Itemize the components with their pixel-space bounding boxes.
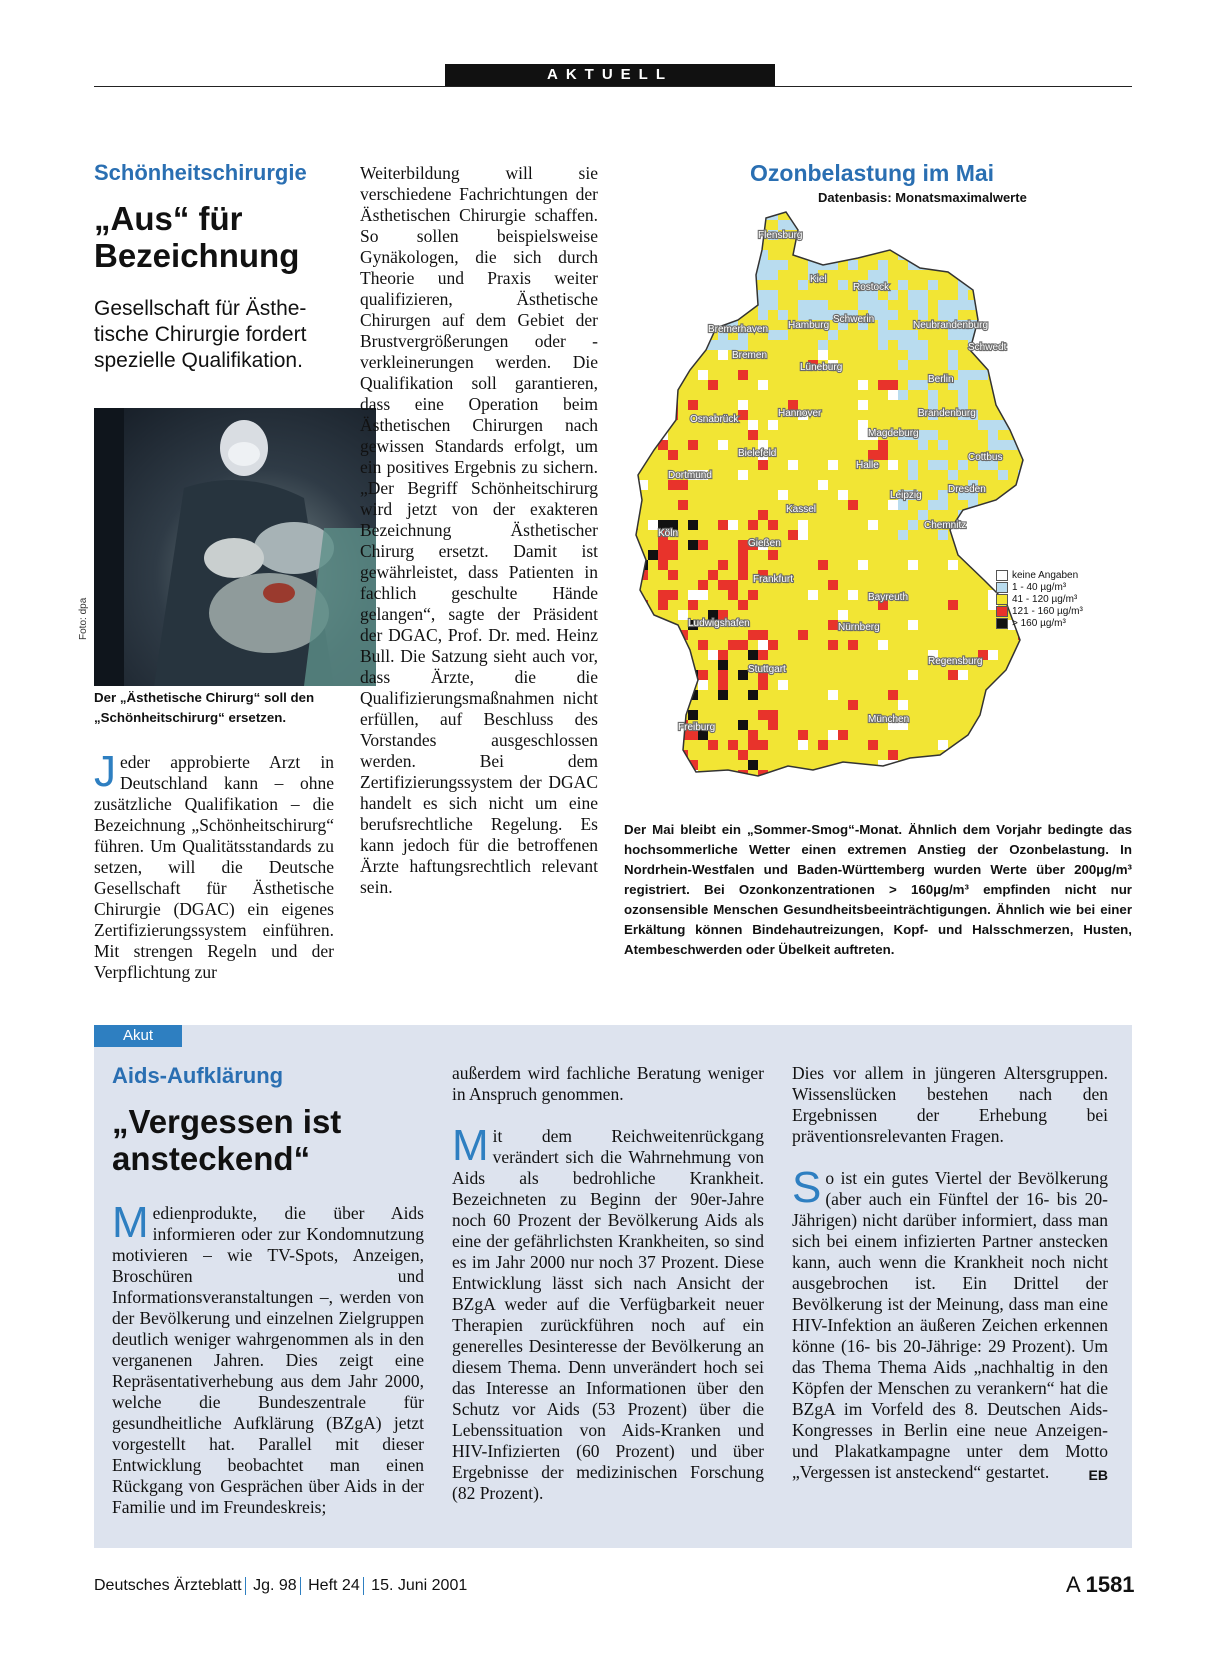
article-headline	[94, 200, 299, 274]
map-city-label: Bremerhaven	[708, 324, 769, 335]
headline-line: Bezeichnung	[94, 237, 300, 274]
box-column-3	[792, 1063, 1108, 1486]
ozone-map	[628, 210, 1118, 800]
headline-line: „Vergessen ist	[112, 1103, 342, 1140]
legend-label: 121 - 160 µg/m³	[1012, 606, 1083, 618]
legend-entry	[996, 570, 1116, 582]
map-city-label: Kassel	[786, 504, 817, 515]
map-city-label: Bielefeld	[738, 448, 777, 459]
map-legend	[996, 570, 1116, 630]
issue-date: 15. Juni 2001	[371, 1577, 468, 1595]
map-title: Ozonbelastung im Mai	[750, 160, 995, 186]
legend-entry	[996, 618, 1116, 630]
map-city-label: Stuttgart	[748, 664, 786, 675]
map-city-label: Magdeburg	[868, 428, 919, 439]
drop-cap: M	[452, 1121, 489, 1170]
box-column-1	[112, 1198, 424, 1518]
legend-swatch	[996, 582, 1008, 593]
photo-caption: Der „Ästhetische Chirurg“ soll den „Schönheitschirurg“ ersetzen.	[94, 690, 315, 725]
map-subtitle: Datenbasis: Monatsmaximalwerte	[818, 190, 1027, 205]
box-body: außerdem wird fachliche Beratung weniger in Anspruch genommen.	[452, 1063, 764, 1104]
map-city-label: Regensburg	[928, 656, 983, 667]
box-tag: Akut	[94, 1025, 182, 1047]
map-city-label: Freiburg	[678, 722, 716, 733]
teaser-line: spezielle Qualifikation.	[94, 349, 303, 372]
teaser-line: tische Chirurgie fordert	[94, 323, 307, 346]
map-caption: Der Mai bleibt ein „Sommer-Smog“-Monat. Ähnlich dem Vorjahr bedingte das hochsommerliche Wetter einen extremen Anstieg der Ozonbelastung. In Nordrhein-Westfalen und Baden-Württemberg wurden Werte über 200µg/m³ registriert. Bei Ozonkonzentrationen > 160µg/m³ empfinden nicht nur ozonsensible Menschen Gesundheitsbeeinträchtigungen. Ähnlich wie bei einer Erkältung können Bindehautreizungen, Kopf- und Halsschmerzen, Husten, Atembeschwerden oder Übelkeit auftreten.	[624, 822, 1132, 957]
map-city-label: Kiel	[810, 274, 827, 285]
map-city-label: Bayreuth	[868, 592, 909, 603]
legend-entry	[996, 594, 1116, 606]
teaser-line: Gesellschaft für Ästhe-	[94, 297, 307, 320]
drop-cap: J	[94, 747, 116, 796]
legend-label: 41 - 120 µg/m³	[1012, 594, 1078, 606]
legend-swatch	[996, 606, 1008, 617]
article-teaser	[94, 296, 306, 374]
map-city-label: Dortmund	[668, 470, 712, 481]
article-kicker: Schönheitschirurgie	[94, 160, 307, 185]
map-city-label: Köln	[658, 528, 679, 539]
map-city-label: Leipzig	[890, 490, 922, 501]
article-body: eder approbierte Arzt in Deutschland kann – ohne zusätzliche Qualifikation – die Bezeichnung „Schönheitschirurg“ führen. Um Qualitätsstandards zu setzen, will die Deutsche Gesellschaft für Ästhetische Chirurgie (DGAC) ein eigenes Zertifizierungssystem einführen. Mit strengen Regeln und der Verpflichtung zur	[94, 752, 334, 982]
map-city-label: Hannover	[778, 408, 822, 419]
box-body: Dies vor allem in jüngeren Altersgruppen. Wissenslücken bestehen nach den Ergebnissen der Erhebung bei präventionsrelevanten Fragen.	[792, 1063, 1108, 1146]
map-city-label: Schwedt	[968, 342, 1007, 353]
legend-swatch	[996, 594, 1008, 605]
legend-label: keine Angaben	[1012, 570, 1079, 582]
legend-label: > 160 µg/m³	[1012, 618, 1066, 630]
map-city-label: Cottbus	[968, 452, 1003, 463]
map-city-label: Dresden	[948, 484, 986, 495]
map-city-label: Schwerin	[833, 314, 875, 325]
map-city-label: Ludwigshafen	[688, 618, 750, 629]
header-rule	[94, 86, 1132, 87]
map-city-label: München	[868, 714, 910, 725]
page-number-value: 1581	[1085, 1572, 1135, 1597]
map-city-label: Halle	[856, 460, 879, 471]
box-kicker: Aids-Aufklärung	[112, 1063, 284, 1088]
map-city-label: Frankfurt	[753, 574, 794, 585]
headline-line: ansteckend“	[112, 1140, 311, 1177]
photo-credit: Foto: dpa	[78, 597, 89, 640]
footer	[94, 1577, 467, 1595]
page-number	[1066, 1572, 1135, 1598]
drop-cap: M	[112, 1198, 149, 1247]
map-city-label: Brandenburg	[918, 408, 976, 419]
map-city-label: Chemnitz	[924, 520, 967, 531]
article-body: Weiterbildung will sie verschiedene Fachrichtungen der Ästhetischen Chirurgie schaffen. So sollen beispielsweise Gynäkologen, die sich durch Theorie und Praxis weiter qualifizieren, Ästhetische Chirurgen auf dem Gebiet der Brustvergrößerungen oder -verkleinerungen werden. Die Qualifikation soll garantieren, dass eine Operation beim Ästhetischen Chirurgen nach gewissen Standards erfolgt, um ein positives Ergebnis zu sichern. „Der Begriff Schönheitschirurg wird jetzt von der exakteren Bezeichnung Ästhetischer Chirurg ersetzt. Damit ist gewährleistet, dass Patienten in fachlich geschulte Hände gelangen“, sagte der Präsident der DGAC, Prof. Dr. med. Heinz Bull. Die Satzung sieht auch vor, dass Ärzte, die die Qualifizierungsmaßnahmen nicht erfüllen, auf Beschluss des Vorstandes ausgeschlossen werden. Bei dem Zertifizierungssystem der DGAC handelt es sich nicht um eine berufsrechtliche Regelung. Es kann jedoch für die betroffenen Ärzte haftungsrechtlich relevant sein.	[360, 163, 598, 897]
map-city-label: Gießen	[748, 538, 781, 549]
author-initials: EB	[1088, 1467, 1108, 1483]
headline-line: „Aus“ für	[94, 200, 243, 237]
legend-label: 1 - 40 µg/m³	[1012, 582, 1067, 594]
box-headline	[112, 1103, 341, 1177]
box-body: it dem Reichweitenrückgang verändert sich die Wahrnehmung von Aids als bedrohliche Krankheit. Bezeichneten zu Beginn der 90er-Jahre noch 60 Prozent der Bevölkerung Aids als eine der gefährlichsten Krankheiten, so sind es im Jahr 2000 nur noch 37 Prozent. Diese Entwicklung lässt sich nach Ansicht der BZgA weder auf die Verfügbarkeit neuer Therapien zurückführen noch auf ein generelles Desinteresse der Bevölkerung an diesem Thema. Denn unverändert hoch sei das Interesse an Informationen über den Schutz vor Aids (53 Prozent) über die Lebenssituation von Aids-Kranken und HIV-Infizierten (60 Prozent) und über Ergebnisse der medizinischen Forschung (82 Prozent).	[452, 1126, 764, 1503]
journal-name: Deutsches Ärzteblatt	[94, 1577, 242, 1595]
map-city-label: Hamburg	[788, 320, 830, 331]
map-city-label: Berlin	[928, 374, 954, 385]
map-city-label: Bremen	[732, 350, 768, 361]
map-city-label: Rostock	[853, 282, 890, 293]
map-city-label: Lüneburg	[800, 362, 843, 373]
map-city-label: Nürnberg	[838, 622, 880, 633]
section-label: AKTUELL	[445, 64, 775, 86]
volume: Jg. 98	[253, 1577, 297, 1595]
legend-swatch	[996, 618, 1008, 629]
box-column-2	[452, 1063, 764, 1504]
drop-cap: S	[792, 1163, 822, 1212]
article-column-1	[94, 747, 334, 983]
map-city-label: Flensburg	[758, 230, 803, 241]
map-city-label: Osnabrück	[690, 414, 739, 425]
legend-entry	[996, 606, 1116, 618]
legend-swatch	[996, 570, 1008, 581]
box-body: edienprodukte, die über Aids informieren oder zur Kondomnutzung motivieren – wie TV-Spots, Anzeigen, Broschüren und Informationsveranstaltungen –, werden von der Bevölkerung und einzelnen Zielgruppen deutlich weniger wahrgenommen als in den verganenen Jahren. Dies zeigt eine Repräsentativerhebung aus dem Jahr 2000, welche die Bundeszentrale für gesundheitliche Aufklärung (BZgA) jetzt vorgestellt hat. Parallel mit dieser Entwicklung beobachtet man einen Rückgang von Gesprächen über Aids in der Familie und im Freundeskreis;	[112, 1203, 424, 1517]
issue: Heft 24	[308, 1577, 360, 1595]
surgeon-photo	[94, 408, 376, 686]
map-city-label: Neubrandenburg	[913, 320, 989, 331]
box-body: o ist ein gutes Viertel der Bevölkerung (aber auch ein Fünftel der 16- bis 20-Jährigen) nicht darüber informiert, dass man sich bei einem infizierten Partner anstecken kann, auch wenn die Krankheit noch nicht ausgebrochen ist. Ein Drittel der Bevölkerung ist der Meinung, dass man eine HIV-Infektion an äußeren Zeichen erkennen könne (16- bis 20-Jährige: 29 Prozent). Um das Thema Thema Aids „nachhaltig in den Köpfen der Menschen zu verankern“ hat die BZgA im Vorfeld des 8. Deutschen Aids-Kongresses in Berlin eine neue Anzeigen- und Plakatkampagne unter dem Motto „Vergessen ist ansteckend“ gestartet.	[792, 1168, 1108, 1482]
article-column-2	[360, 163, 598, 898]
legend-entry	[996, 582, 1116, 594]
page-prefix: A	[1066, 1572, 1080, 1597]
